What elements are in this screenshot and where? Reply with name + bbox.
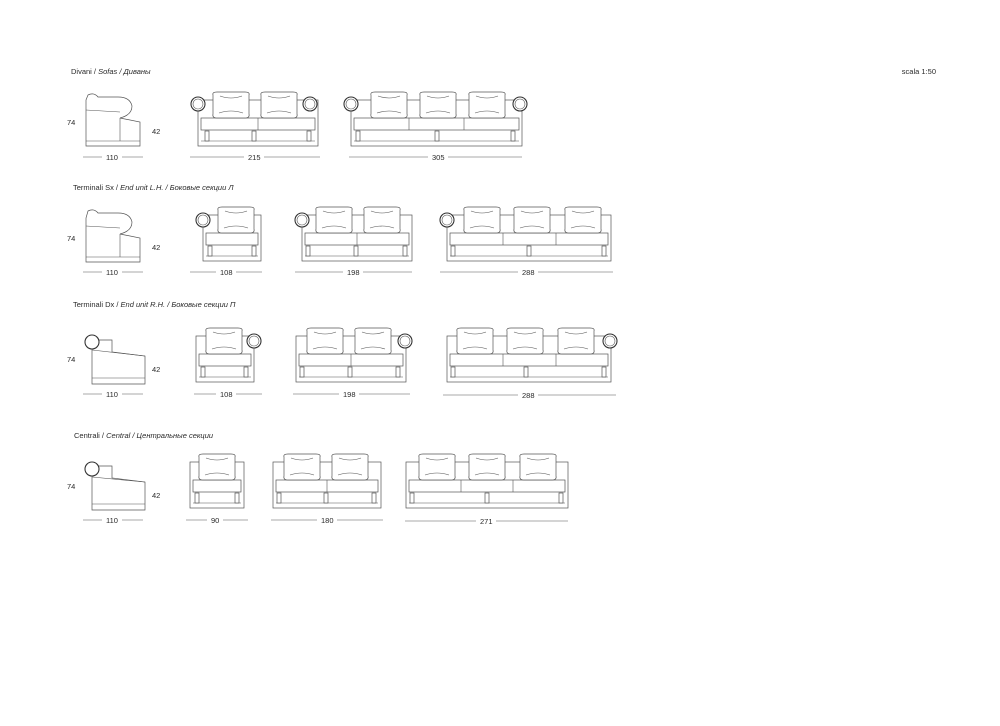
sofa-305 [344, 92, 527, 146]
height-label: 74 [67, 482, 76, 491]
height-label: 74 [67, 118, 76, 127]
section-title-sofas: Divani / Sofas / Диваны [71, 67, 151, 76]
height-label: 74 [67, 355, 76, 364]
depth-label: 110 [106, 268, 118, 277]
depth-label: 110 [106, 390, 118, 399]
central-90 [190, 454, 244, 508]
width-label: 198 [343, 390, 356, 399]
end-lh-108 [196, 207, 261, 261]
width-label: 288 [522, 268, 535, 277]
seat-height-label: 42 [152, 491, 161, 500]
section-title-end-rh: Terminali Dx / End unit R.H. / Боковые секции П [73, 300, 236, 309]
width-label: 108 [220, 390, 233, 399]
scale-label: scala 1:50 [901, 67, 936, 76]
section-title-end-lh: Terminali Sx / End unit L.H. / Боковые секции Л [73, 183, 234, 192]
width-label: 305 [432, 153, 445, 162]
width-label: 198 [347, 268, 360, 277]
width-label: 288 [522, 391, 535, 400]
central-180 [273, 454, 381, 508]
seat-height-label: 42 [152, 365, 161, 374]
width-label: 215 [248, 153, 261, 162]
depth-label: 110 [106, 153, 118, 162]
end-lh-198 [295, 207, 412, 261]
side-view-sofa [86, 94, 140, 146]
width-label: 90 [211, 516, 220, 525]
side-view-end-rh [85, 335, 145, 384]
end-rh-288 [447, 328, 617, 382]
end-rh-198 [296, 328, 412, 382]
side-view-end-lh [86, 210, 140, 262]
end-lh-288 [440, 207, 611, 261]
height-label: 74 [67, 234, 76, 243]
depth-label: 110 [106, 516, 118, 525]
seat-height-label: 42 [152, 243, 161, 252]
central-271 [406, 454, 568, 508]
sofa-215 [191, 92, 318, 146]
width-label: 180 [321, 516, 334, 525]
end-rh-108 [196, 328, 261, 382]
side-view-central [85, 462, 145, 510]
width-label: 271 [480, 517, 493, 526]
seat-height-label: 42 [152, 127, 161, 136]
width-label: 108 [220, 268, 233, 277]
section-title-central: Centrali / Central / Центральные секции [74, 431, 214, 440]
